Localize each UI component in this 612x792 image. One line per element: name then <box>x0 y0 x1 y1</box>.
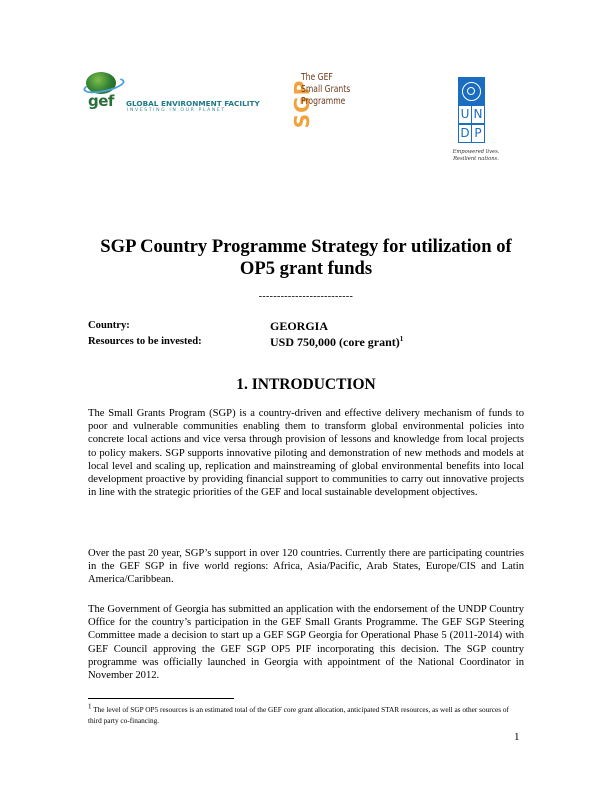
resources-amount: USD 750,000 (core grant) <box>270 335 400 349</box>
title-separator: -------------------------- <box>258 291 354 302</box>
footnote <box>88 704 524 726</box>
sgp-line-1: The GEF <box>301 72 333 83</box>
footnote-text: The level of SGP OP5 resources is an estimated total of the GEF core grant allocation, anticipated STAR resources, as well as other sources of third party co-financing. <box>88 705 509 725</box>
paragraph-1: The Small Grants Program (SGP) is a country-driven and effective delivery mechanism of funds to poor and vulnerable communities enabling them to transform global environmental policies into concrete local actions and vice versa through provision of lessons and knowledge from local projects to policy makers. SGP supports innovative piloting and demonstration of new methods and models at local level and scaling up, replication and mainstreaming of global environmental benefits into local development proactive by providing financial support to communities to carry out innovative projects in line with the strategic priorities of the GEF and local sustainable development objectives. <box>88 408 524 499</box>
undp-letter-d: D <box>460 126 470 140</box>
undp-tagline <box>446 149 506 163</box>
undp-tagline-1: Empowered lives. <box>452 149 500 155</box>
sgp-mark: SGP <box>290 79 315 129</box>
resources-label: Resources to be invested: <box>88 336 202 347</box>
gef-logo <box>84 70 260 120</box>
document-title <box>60 236 552 280</box>
resources-value <box>270 335 403 350</box>
sgp-line-3: Programme <box>301 96 346 107</box>
title-line-1: SGP Country Programme Strategy for utilization of <box>100 236 512 257</box>
country-value: GEORGIA <box>270 319 329 333</box>
footnote-ref[interactable]: 1 <box>399 335 404 343</box>
sgp-logo <box>284 70 364 130</box>
gef-name: GLOBAL ENVIRONMENT FACILITY <box>126 99 260 108</box>
undp-tagline-2: Resilient nations. <box>453 156 499 162</box>
gef-wordmark: gef <box>88 92 114 110</box>
paragraph-3: The Government of Georgia has submitted an application with the endorsement of the UNDP Country Office for the country’s participation in the GEF Small Grants Programme. The GEF SGP Steering Committee made a decision to start up a GEF SGP Georgia for Operational Phase 5 (2011-2014) with GEF Council approving the GEF SGP OP5 PIF incorporating this decision. The SGP country programme was officially launched in Georgia with appointment of the National Coordinator in November 2012. <box>88 604 524 682</box>
footnote-marker: 1 <box>88 702 92 711</box>
country-label: Country: <box>88 320 130 331</box>
sgp-line-2: Small Grants <box>301 84 351 95</box>
undp-letter-p: P <box>472 125 484 142</box>
paragraph-2: Over the past 20 year, SGP’s support in over 120 countries. Currently there are participating countries in the GEF SGP in five world regions: Africa, Asia/Pacific, Arab States, Europe/CIS and Latin America/Caribbean. <box>88 548 524 586</box>
sgp-text <box>301 72 350 108</box>
section-heading: 1. INTRODUCTION <box>236 376 376 393</box>
footnote-divider <box>88 698 234 699</box>
undp-logo <box>458 77 485 143</box>
title-line-2: OP5 grant funds <box>239 258 373 279</box>
page-number: 1 <box>514 731 520 743</box>
undp-letter-n: N <box>473 107 483 121</box>
un-emblem-icon <box>462 82 481 101</box>
gef-tagline: INVESTING IN OUR PLANET <box>127 108 226 113</box>
undp-letter-u: U <box>460 107 470 121</box>
